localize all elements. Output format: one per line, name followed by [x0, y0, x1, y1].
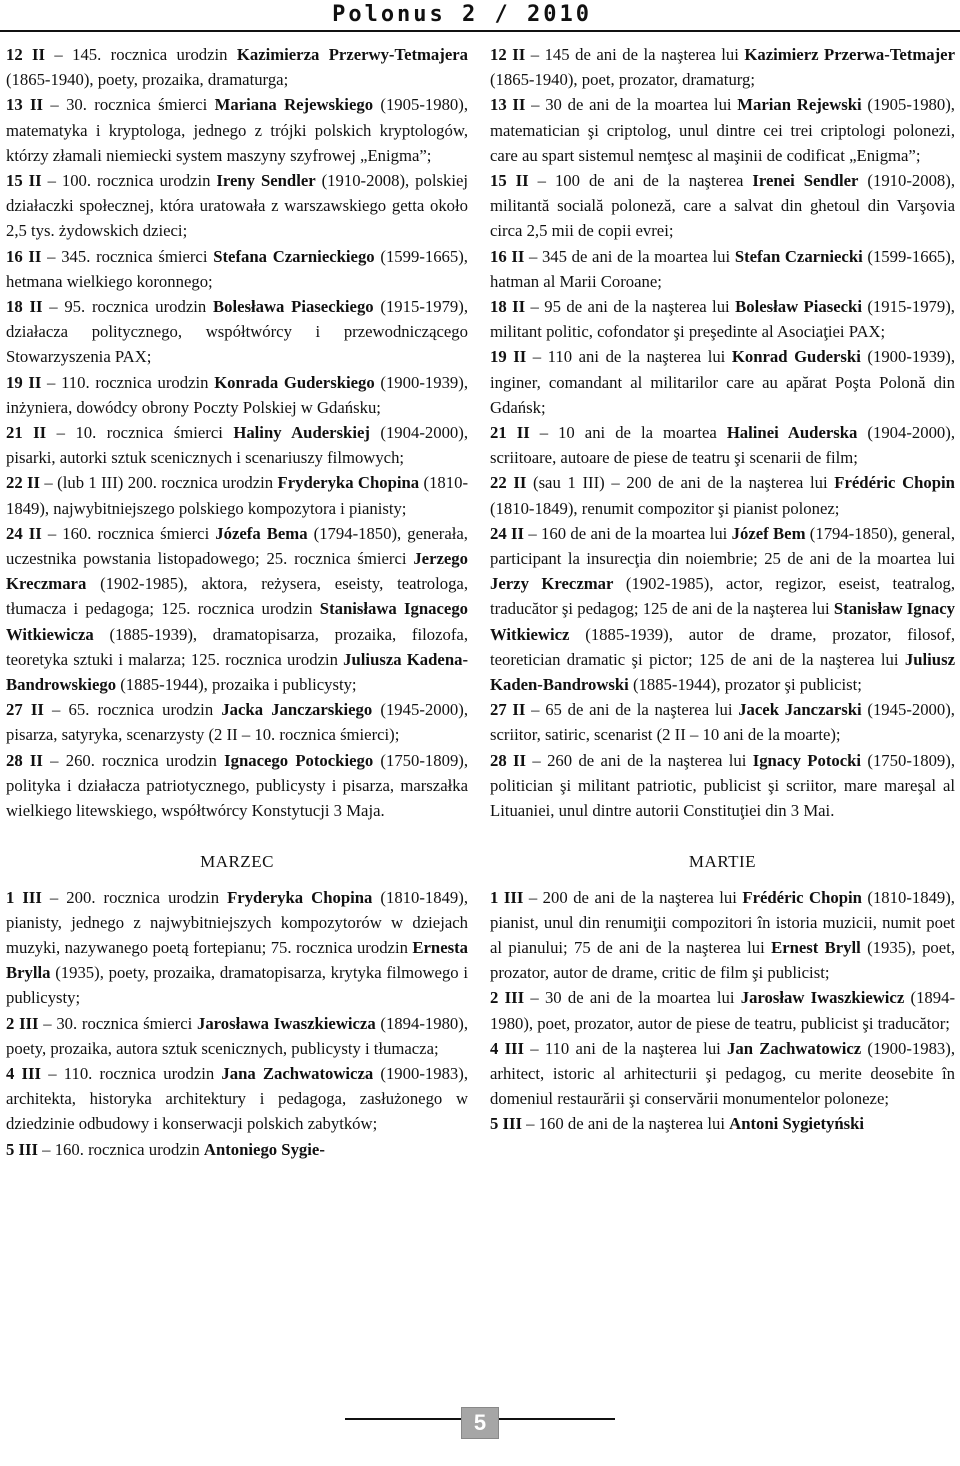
calendar-entry: 13 II – 30. rocznica śmierci Mariana Rejewskiego (1905-1980), matematyka i kryptologa, jednego z trójki polskich kryptologów, którzy złamali niemiecki system maszyny szyfrowej „Enigma”;: [6, 95, 468, 165]
calendar-entry: 12 II – 145. rocznica urodzin Kazimierza Przerwy-Tetmajera (1865-1940), poety, prozaika, dramaturga;: [6, 45, 468, 90]
calendar-entry: 13 II – 30 de ani de la moartea lui Marian Rejewski (1905-1980), matematician şi criptolog, unul dintre cei trei criptologi polonezi, care au spart sistemul nemţesc al maşinii de codificat „Enigma”;: [490, 95, 955, 165]
calendar-entry: 1 III – 200 de ani de la naşterea lui Frédéric Chopin (1810-1849), pianist, unul din renumiţii compozitori în istoria muzicii, numit poet al pianului; 75 de ani de la naşterea lui Ernest Bryll (1935), poet, prozator, autor de drame, critic de film şi publicist;: [490, 887, 955, 983]
calendar-entry: 15 II – 100 de ani de la naşterea Irenei Sendler (1910-2008), militantă socială poloneză, care a salvat din ghetoul din Varşovia circa 2,5 mii de copii evrei;: [490, 171, 956, 241]
romanian-column: [490, 42, 955, 1137]
march-heading-pl: MARZEC: [200, 852, 274, 872]
journal-title: Polonus 2 / 2010: [332, 2, 592, 27]
calendar-entry: 2 III – 30 de ani de la moartea lui Jarosław Iwaszkiewicz (1894-1980), poet, prozator, autor de piese de teatru, publicist şi traducător;: [490, 988, 956, 1033]
calendar-entry: 27 II – 65 de ani de la naşterea lui Jacek Janczarski (1945-2000), scriitor, satiric, scenarist (2 II – 10 ani de la moarte);: [490, 700, 955, 745]
page-header: [0, 2, 960, 28]
calendar-entry: 12 II – 145 de ani de la naşterea lui Kazimierz Przerwa-Tetmajer (1865-1940), poet, prozator, dramaturg;: [490, 45, 955, 90]
calendar-entry: 27 II – 65. rocznica urodzin Jacka Janczarskiego (1945-2000), pisarza, satyryka, scenarzysty (2 II – 10. rocznica śmierci);: [6, 700, 469, 745]
calendar-entry: 18 II – 95. rocznica urodzin Bolesława Piaseckiego (1915-1979), działacza politycznego, współtwórcy i przewodniczącego Stowarzyszenia PAX;: [6, 297, 469, 367]
polish-column: [6, 42, 468, 1162]
calendar-entry: 1 III – 200. rocznica urodzin Fryderyka Chopina (1810-1849), pianisty, jednego z najwybitniejszych kompozytorów w dziejach muzyki, nazywanego poetą fortepianu; 75. rocznica urodzin Ernesta Brylla (1935), poety, prozaika, dramatopisarza, krytyka filmowego i publicysty;: [6, 887, 469, 1008]
calendar-entry: 28 II – 260 de ani de la naşterea lui Ignacy Potocki (1750-1809), politician şi militant patriotic, publicist şi scriitor, mare mareşal al Lituaniei, unul dintre autorii Constituţiei din 3 Mai.: [490, 750, 955, 821]
calendar-entry: 18 II – 95 de ani de la naşterea lui Bolesław Piasecki (1915-1979), militant politic, cofondator şi preşedinte al Asociaţiei PAX;: [490, 297, 955, 342]
calendar-entry: 19 II – 110 ani de la naşterea lui Konrad Guderski (1900-1939), inginer, comandant al militarilor care au apărat Poşta Polonă din Gdańsk;: [490, 347, 956, 417]
calendar-entry: 24 II – 160. rocznica śmierci Józefa Bema (1794-1850), generała, uczestnika powstania listopadowego; 25. rocznica śmierci Jerzego Kreczmara (1902-1985), aktora, reżysera, eseisty, teatrologa, tłumacza i pedagoga; 125. rocznica urodzin Stanisława Ignacego Witkiewicza (1885-1939), dramatopisarza, prozaika, filozofa, teoretyka sztuki i malarza; 125. rocznica urodzin Juliusza Kadena-Bandrowskiego (1885-1944), prozaika i publicysty;: [6, 523, 469, 695]
calendar-entry: 15 II – 100. rocznica urodzin Ireny Sendler (1910-2008), polskiej działaczki społecznej, która uratowała z warszawskiego getta około 2,5 tys. żydowskich dzieci;: [6, 171, 468, 241]
calendar-entry: 5 III – 160. rocznica urodzin Antoniego Sygie-: [6, 1139, 325, 1159]
calendar-entry: 2 III – 30. rocznica śmierci Jarosława Iwaszkiewicza (1894-1980), poety, prozaika, autora sztuk scenicznych, publicysty i tłumacza;: [6, 1013, 468, 1058]
calendar-entry: 5 III – 160 de ani de la naşterea lui Antoni Sygietyński: [490, 1114, 865, 1134]
calendar-entry: 19 II – 110. rocznica urodzin Konrada Guderskiego (1900-1939), inżyniera, dowódcy obrony Poczty Polskiej w Gdańsku;: [6, 372, 468, 417]
march-entries-pl: [6, 885, 468, 1162]
calendar-entry: 16 II – 345 de ani de la moartea lui Stefan Czarniecki (1599-1665), hatman al Marii Coroane;: [490, 246, 955, 291]
calendar-entry: 24 II – 160 de ani de la moartea lui Józef Bem (1794-1850), general, participant la insurecţia din noiembrie; 25 de ani de la moartea lui Jerzy Kreczmar (1902-1985), actor, regizor, eseist, teatralog, traducător şi pedagog; 125 de ani de la naşterea lui Stanisław Ignacy Witkiewicz (1885-1939), autor de drame, prozator, filosof, teoretician dramatic şi pictor; 125 de ani de la naşterea lui Juliusz Kaden-Bandrowski (1885-1944), prozator şi publicist;: [490, 523, 955, 695]
calendar-entry: 4 III – 110 ani de la naşterea lui Jan Zachwatowicz (1900-1983), arhitect, istoric al arhitecturii şi pedagog, cu merite deosebite în domeniul restaurării şi conservării monumentelor poloneze;: [490, 1038, 956, 1109]
march-heading-ro: MARTIE: [688, 852, 757, 872]
page-number: 5: [461, 1407, 499, 1439]
calendar-entry: 21 II – 10. rocznica śmierci Haliny Auderskiej (1904-2000), pisarki, autorki sztuk scenicznych i scenariuszy filmowych;: [6, 423, 468, 468]
february-entries-pl: [6, 42, 468, 823]
calendar-entry: 4 III – 110. rocznica urodzin Jana Zachwatowicza (1900-1983), architekta, historyka architektury i pedagoga, zasłużonego w dziedzinie odbudowy i konserwacji polskich zabytków;: [6, 1063, 469, 1134]
calendar-entry: 22 II (sau 1 III) – 200 de ani de la naşterea lui Frédéric Chopin (1810-1849), renumit compozitor şi pianist polonez;: [490, 473, 955, 518]
header-rule: [0, 30, 960, 32]
march-entries-ro: [490, 885, 955, 1137]
february-entries-ro: [490, 42, 955, 823]
calendar-entry: 28 II – 260. rocznica urodzin Ignacego Potockiego (1750-1809), polityka i działacza patriotycznego, publicysty i pisarza, marszałka wielkiego litewskiego, współtwórcy Konstytucji 3 Maja.: [6, 750, 469, 821]
calendar-entry: 22 II – (lub 1 III) 200. rocznica urodzin Fryderyka Chopina (1810-1849), najwybitniejszego polskiego kompozytora i pianisty;: [6, 473, 469, 518]
calendar-entry: 21 II – 10 ani de la moartea Halinei Auderska (1904-2000), scriitoare, autoare de piese de teatru şi scenarii de film;: [490, 423, 956, 468]
calendar-entry: 16 II – 345. rocznica śmierci Stefana Czarnieckiego (1599-1665), hetmana wielkiego koronnego;: [6, 246, 468, 291]
